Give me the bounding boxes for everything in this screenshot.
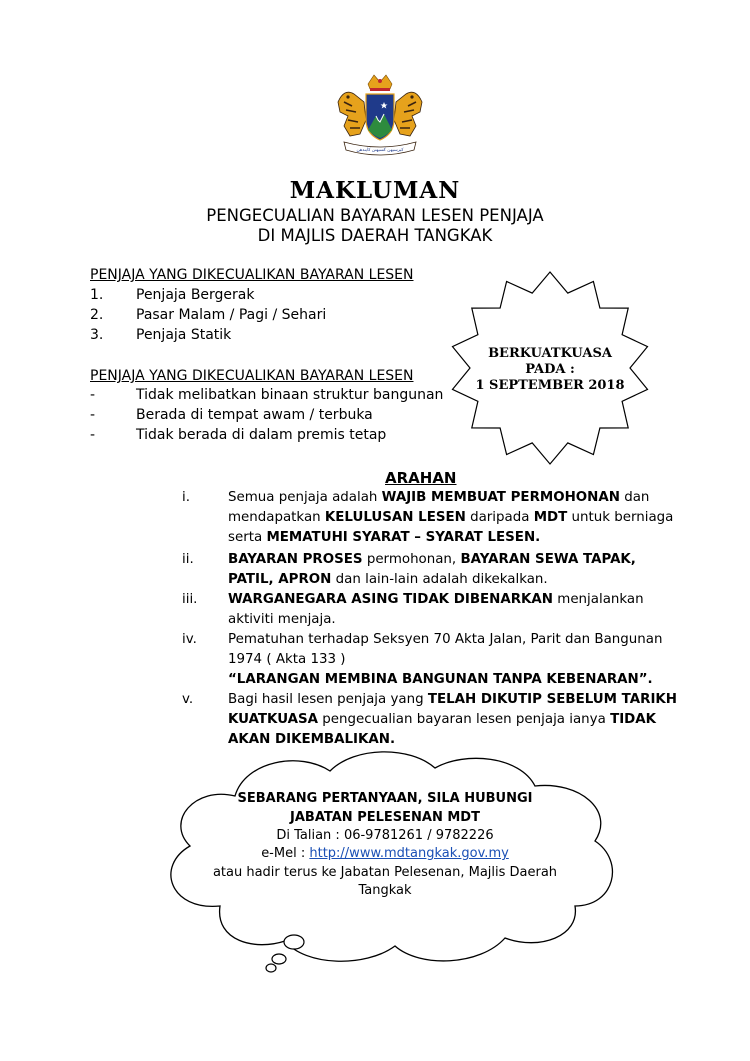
district-crest-logo — [330, 72, 430, 164]
arahan-item-number: iv. — [182, 632, 197, 647]
arahan-item-text: BAYARAN PROSES permohonan, BAYARAN SEWA TAPAK, PATIL, APRON dan lain-lain adalah dikekalkan. — [228, 552, 636, 587]
list-item-text: Tidak berada di dalam premis tetap — [136, 427, 387, 443]
page-title: MAKLUMAN — [289, 177, 461, 204]
contact-department: JABATAN PELESENAN MDT — [290, 810, 480, 825]
list-item-number: 2. — [90, 307, 104, 323]
tiger-right-icon — [394, 92, 422, 136]
crown-icon — [368, 75, 392, 91]
list-item-bullet: - — [90, 387, 96, 403]
section2-heading: PENJAJA YANG DIKECUALIKAN BAYARAN LESEN — [90, 368, 414, 384]
effective-label: BERKUATKUASA — [488, 346, 612, 361]
section1-heading: PENJAJA YANG DIKECUALIKAN BAYARAN LESEN — [90, 267, 414, 283]
arahan-item — [182, 690, 682, 750]
contact-visit-line-1: atau hadir terus ke Jabatan Pelesenan, Majlis Daerah — [212, 865, 558, 880]
list-item-number: 1. — [90, 287, 104, 303]
motto-banner — [344, 142, 416, 155]
arahan-heading: ARAHAN — [385, 469, 457, 487]
list-item-bullet: - — [90, 407, 96, 423]
contact-heading: SEBARANG PERTANYAAN, SILA HUBUNGI — [237, 791, 533, 806]
list-item-number: 3. — [90, 327, 104, 343]
tiger-left-icon — [338, 92, 366, 136]
list-item-bullet: - — [90, 427, 96, 443]
arahan-item-text: WARGANEGARA ASING TIDAK DIBENARKAN menjalankan aktiviti menjaja. — [228, 592, 644, 627]
list-item-text: Pasar Malam / Pagi / Sehari — [136, 307, 327, 323]
arahan-item-number: ii. — [182, 552, 194, 567]
effective-on-label: PADA : — [525, 362, 575, 377]
arahan-item — [182, 488, 682, 548]
subtitle-line-1: PENGECUALIAN BAYARAN LESEN PENJAJA — [206, 206, 544, 225]
arahan-item-text: Pematuhan terhadap Seksyen 70 Akta Jalan, Parit dan Bangunan 1974 ( Akta 133 ) “LARANGAN MEMBINA BANGUNAN TANPA KEBENARAN”. — [228, 632, 663, 687]
list-item-text: Tidak melibatkan binaan struktur bangunan — [136, 387, 444, 403]
arahan-item-number: v. — [182, 692, 194, 707]
svg-text:کبرسيهن کسيهتن کايندهن: کبرسيهن کسيهتن کايندهن — [356, 148, 404, 153]
arahan-item — [182, 590, 682, 630]
effective-date: 1 SEPTEMBER 2018 — [475, 378, 625, 393]
arahan-item-text: Semua penjaja adalah WAJIB MEMBUAT PERMOHONAN dan mendapatkan KELULUSAN LESEN daripada MDT untuk berniaga serta MEMATUHI SYARAT – SYARAT LESEN. — [228, 490, 674, 545]
arahan-item-text: Bagi hasil lesen penjaja yang TELAH DIKUTIP SEBELUM TARIKH KUATKUASA pengecualian bayaran lesen penjaja ianya TIDAK AKAN DIKEMBALIKAN. — [228, 692, 678, 747]
email-label: e-Mel : — [261, 846, 310, 861]
website-link[interactable]: http://www.mdtangkak.gov.my — [309, 846, 509, 861]
arahan-item-number: i. — [182, 490, 190, 505]
subtitle-line-2: DI MAJLIS DAERAH TANGKAK — [257, 226, 493, 245]
list-item-text: Penjaja Bergerak — [136, 287, 255, 303]
arahan-item — [182, 630, 682, 690]
arahan-item-number: iii. — [182, 592, 198, 607]
arahan-item — [182, 550, 682, 590]
contact-phone: Di Talian : 06-9781261 / 9782226 — [276, 828, 494, 843]
list-item-text: Berada di tempat awam / terbuka — [136, 407, 373, 423]
contact-email-row — [170, 846, 600, 861]
list-item-text: Penjaja Statik — [136, 327, 232, 343]
contact-cloud — [150, 746, 630, 976]
shield-icon — [366, 94, 394, 140]
contact-visit-line-2: Tangkak — [358, 883, 412, 898]
